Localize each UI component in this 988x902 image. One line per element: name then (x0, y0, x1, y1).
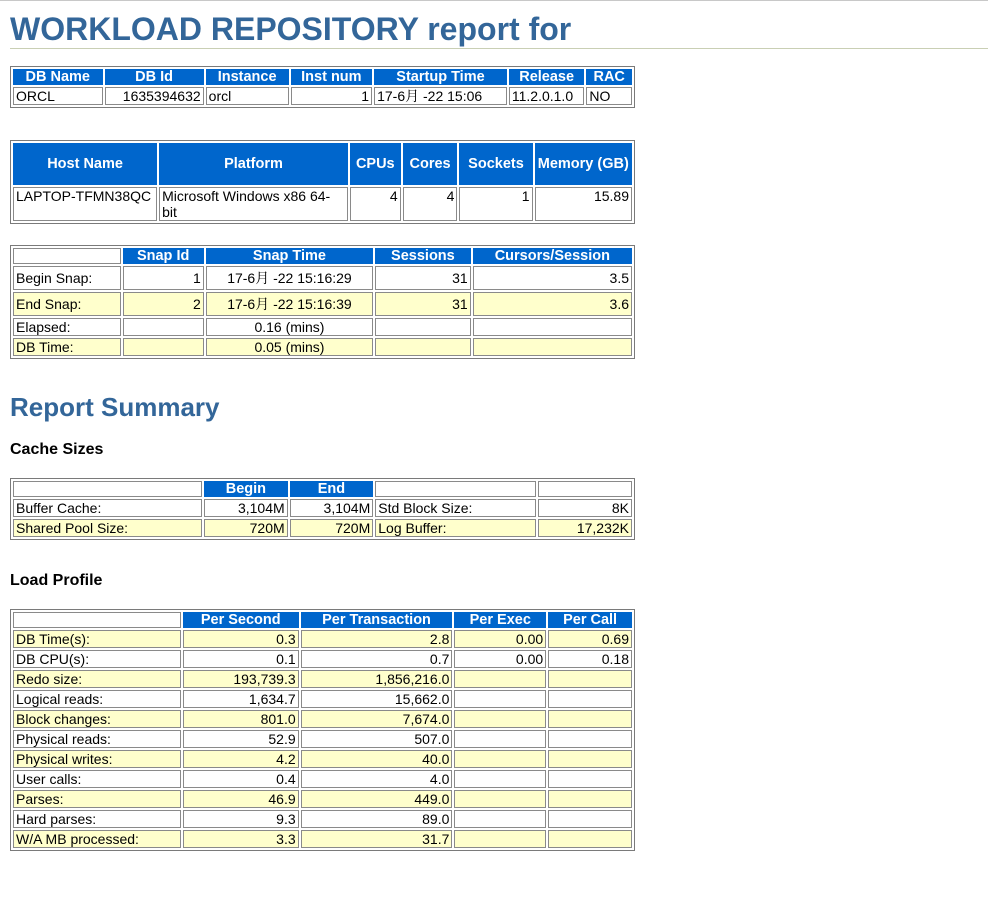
snap-row-end (13, 292, 632, 316)
load-per-exec (454, 830, 546, 848)
load-per-transaction: 449.0 (301, 790, 453, 808)
db-info-table (10, 66, 635, 108)
cache-corner-cell (13, 481, 202, 497)
load-label: Block changes: (13, 710, 181, 728)
load-per-call (548, 810, 632, 828)
cpus-value: 4 (350, 187, 401, 221)
col-release: Release (509, 69, 585, 85)
load-row (13, 730, 632, 748)
col-per-second: Per Second (183, 612, 299, 628)
snap-row-elapsed (13, 318, 632, 336)
col-cores: Cores (403, 143, 458, 185)
sockets-value: 1 (459, 187, 532, 221)
snap-sessions: 31 (375, 292, 471, 316)
cache-header-row (13, 481, 632, 497)
snap-table (10, 245, 635, 359)
load-per-call (548, 770, 632, 788)
load-row (13, 790, 632, 808)
load-row (13, 670, 632, 688)
load-per-second: 1,634.7 (183, 690, 299, 708)
load-per-transaction: 40.0 (301, 750, 453, 768)
startup-time-value: 17-6月 -22 15:06 (374, 87, 507, 105)
load-per-exec (454, 750, 546, 768)
snap-cursors (473, 338, 632, 356)
load-per-call: 0.69 (548, 630, 632, 648)
load-per-second: 0.4 (183, 770, 299, 788)
snap-label: DB Time: (13, 338, 121, 356)
load-per-transaction: 15,662.0 (301, 690, 453, 708)
load-label: DB CPU(s): (13, 650, 181, 668)
col-begin: Begin (204, 481, 288, 497)
snap-sessions (375, 318, 471, 336)
snap-label: End Snap: (13, 292, 121, 316)
cache-value-2: 8K (538, 499, 632, 517)
col-sockets: Sockets (459, 143, 532, 185)
load-row (13, 770, 632, 788)
col-db-id: DB Id (105, 69, 204, 85)
snap-cursors: 3.5 (473, 266, 632, 290)
load-per-transaction: 89.0 (301, 810, 453, 828)
load-per-transaction: 31.7 (301, 830, 453, 848)
cache-label: Shared Pool Size: (13, 519, 202, 537)
cache-label: Buffer Cache: (13, 499, 202, 517)
load-profile-heading: Load Profile (10, 572, 103, 589)
host-info-header-row (13, 143, 632, 185)
snap-time: 17-6月 -22 15:16:39 (206, 292, 373, 316)
col-memory: Memory (GB) (535, 143, 632, 185)
load-per-second: 801.0 (183, 710, 299, 728)
cache-row (13, 499, 632, 517)
snap-label: Elapsed: (13, 318, 121, 336)
load-label: Physical reads: (13, 730, 181, 748)
load-per-transaction: 4.0 (301, 770, 453, 788)
load-per-call (548, 710, 632, 728)
load-per-exec (454, 770, 546, 788)
load-per-exec: 0.00 (454, 630, 546, 648)
col-inst-num: Inst num (291, 69, 372, 85)
cache-value-2: 17,232K (538, 519, 632, 537)
load-profile-table (10, 609, 635, 851)
db-info-header-row (13, 69, 632, 85)
cache-row (13, 519, 632, 537)
snap-time: 0.05 (mins) (206, 338, 373, 356)
cache-blank-header (375, 481, 536, 497)
load-per-exec (454, 790, 546, 808)
instance-value: orcl (206, 87, 289, 105)
snap-sessions (375, 338, 471, 356)
load-per-call: 0.18 (548, 650, 632, 668)
load-header-row (13, 612, 632, 628)
load-per-exec: 0.00 (454, 650, 546, 668)
col-instance: Instance (206, 69, 289, 85)
snap-time: 0.16 (mins) (206, 318, 373, 336)
snap-time: 17-6月 -22 15:16:29 (206, 266, 373, 290)
col-platform: Platform (159, 143, 348, 185)
cache-blank-header (538, 481, 632, 497)
col-db-name: DB Name (13, 69, 103, 85)
col-snap-id: Snap Id (123, 248, 204, 264)
snap-id (123, 338, 204, 356)
top-border (0, 0, 988, 1)
load-per-exec (454, 670, 546, 688)
load-label: DB Time(s): (13, 630, 181, 648)
load-per-exec (454, 710, 546, 728)
snap-sessions: 31 (375, 266, 471, 290)
snap-row-dbtime (13, 338, 632, 356)
col-rac: RAC (586, 69, 632, 85)
host-name-value: LAPTOP-TFMN38QC (13, 187, 157, 221)
page-title: WORKLOAD REPOSITORY report for (10, 11, 572, 47)
load-row (13, 690, 632, 708)
inst-num-value: 1 (291, 87, 372, 105)
load-per-second: 0.1 (183, 650, 299, 668)
col-per-transaction: Per Transaction (301, 612, 453, 628)
col-cpus: CPUs (350, 143, 401, 185)
load-row (13, 830, 632, 848)
snap-cursors: 3.6 (473, 292, 632, 316)
cache-sizes-heading: Cache Sizes (10, 441, 104, 458)
col-sessions: Sessions (375, 248, 471, 264)
cache-begin: 720M (204, 519, 288, 537)
release-value: 11.2.0.1.0 (509, 87, 585, 105)
snap-row-begin (13, 266, 632, 290)
load-row (13, 710, 632, 728)
cache-begin: 3,104M (204, 499, 288, 517)
load-row (13, 810, 632, 828)
load-corner-cell (13, 612, 181, 628)
load-row (13, 750, 632, 768)
load-per-second: 0.3 (183, 630, 299, 648)
snap-id (123, 318, 204, 336)
load-per-exec (454, 690, 546, 708)
load-per-second: 9.3 (183, 810, 299, 828)
load-per-transaction: 507.0 (301, 730, 453, 748)
cores-value: 4 (403, 187, 458, 221)
snap-header-row (13, 248, 632, 264)
load-label: Logical reads: (13, 690, 181, 708)
load-per-call (548, 730, 632, 748)
rac-value: NO (586, 87, 632, 105)
load-label: W/A MB processed: (13, 830, 181, 848)
col-cursors-session: Cursors/Session (473, 248, 632, 264)
load-per-transaction: 7,674.0 (301, 710, 453, 728)
load-label: Physical writes: (13, 750, 181, 768)
snap-id: 2 (123, 292, 204, 316)
report-summary-heading: Report Summary (10, 392, 220, 422)
cache-label-2: Log Buffer: (375, 519, 536, 537)
load-per-exec (454, 810, 546, 828)
db-info-row (13, 87, 632, 105)
snap-cursors (473, 318, 632, 336)
host-info-row (13, 187, 632, 221)
load-row (13, 650, 632, 668)
load-per-transaction: 1,856,216.0 (301, 670, 453, 688)
cache-label-2: Std Block Size: (375, 499, 536, 517)
platform-value: Microsoft Windows x86 64-bit (159, 187, 348, 221)
load-per-transaction: 2.8 (301, 630, 453, 648)
load-per-second: 4.2 (183, 750, 299, 768)
load-per-transaction: 0.7 (301, 650, 453, 668)
load-per-call (548, 830, 632, 848)
memory-value: 15.89 (535, 187, 632, 221)
cache-sizes-table (10, 478, 635, 540)
col-snap-time: Snap Time (206, 248, 373, 264)
load-per-second: 46.9 (183, 790, 299, 808)
col-per-exec: Per Exec (454, 612, 546, 628)
load-per-second: 3.3 (183, 830, 299, 848)
load-per-call (548, 790, 632, 808)
title-rule (10, 48, 988, 49)
load-per-call (548, 690, 632, 708)
load-per-exec (454, 730, 546, 748)
cache-end: 720M (290, 519, 374, 537)
load-per-second: 193,739.3 (183, 670, 299, 688)
load-label: Hard parses: (13, 810, 181, 828)
col-per-call: Per Call (548, 612, 632, 628)
col-startup-time: Startup Time (374, 69, 507, 85)
col-host-name: Host Name (13, 143, 157, 185)
col-end: End (290, 481, 374, 497)
load-label: User calls: (13, 770, 181, 788)
snap-id: 1 (123, 266, 204, 290)
cache-end: 3,104M (290, 499, 374, 517)
snap-label: Begin Snap: (13, 266, 121, 290)
load-per-call (548, 750, 632, 768)
load-per-second: 52.9 (183, 730, 299, 748)
load-row (13, 630, 632, 648)
db-id-value: 1635394632 (105, 87, 204, 105)
snap-corner-cell (13, 248, 121, 264)
load-label: Redo size: (13, 670, 181, 688)
host-info-table (10, 140, 635, 224)
load-label: Parses: (13, 790, 181, 808)
db-name-value: ORCL (13, 87, 103, 105)
load-per-call (548, 670, 632, 688)
